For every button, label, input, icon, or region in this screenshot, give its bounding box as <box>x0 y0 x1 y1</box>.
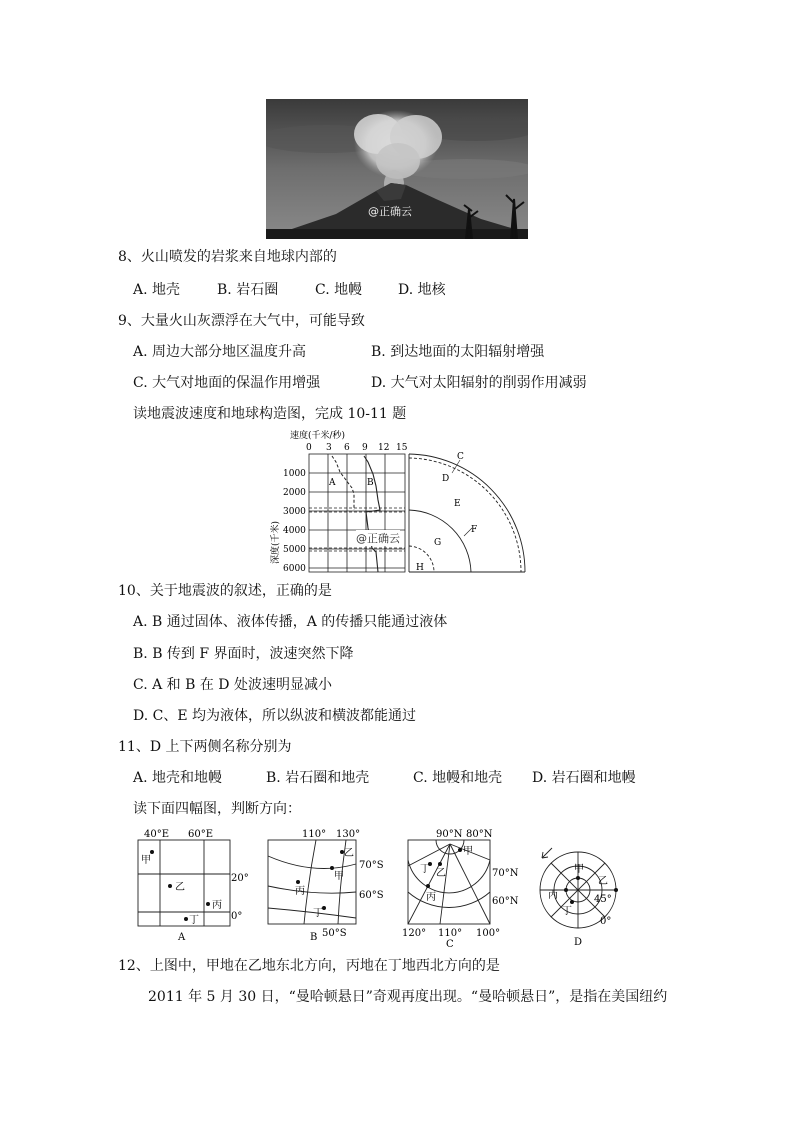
svg-text:40°E: 40°E <box>144 829 170 840</box>
seismic-watermark: @正确云 <box>356 532 400 545</box>
q9-stem: 9、大量火山灰漂浮在大气中，可能导致 <box>118 313 365 329</box>
q12-passage: 2011 年 5 月 30 日，“曼哈顿悬日”奇观再度出现。“曼哈顿悬日”，是指在美国纽约 <box>148 989 668 1005</box>
q9-option-a: A. 周边大部分地区温度升高 <box>133 344 307 360</box>
svg-text:甲: 甲 <box>463 846 473 857</box>
intro-maps: 读下面四幅图，判断方向： <box>133 801 301 817</box>
svg-text:0°: 0° <box>600 916 612 927</box>
wave-a-label: A <box>329 478 336 488</box>
q12-stem: 12、上图中，甲地在乙地东北方向，丙地在丁地西北方向的是 <box>118 958 500 974</box>
svg-text:60°E: 60°E <box>188 829 214 840</box>
map-d <box>534 826 626 948</box>
svg-text:12: 12 <box>378 443 390 453</box>
svg-text:20°: 20° <box>231 873 249 884</box>
svg-text:甲: 甲 <box>141 855 151 866</box>
map-c <box>400 826 528 948</box>
svg-text:60°S: 60°S <box>359 890 384 901</box>
svg-text:3000: 3000 <box>283 507 306 517</box>
svg-text:丁: 丁 <box>562 906 572 917</box>
svg-text:丁: 丁 <box>420 864 430 875</box>
q11-option-d: D. 岩石圈和地幔 <box>532 770 636 786</box>
svg-text:0: 0 <box>306 443 312 453</box>
svg-text:110°: 110° <box>438 928 463 939</box>
q11-option-c: C. 地幔和地壳 <box>413 770 503 786</box>
svg-text:丙: 丙 <box>295 886 305 897</box>
wave-b-label: B <box>367 478 374 488</box>
svg-text:90°N: 90°N <box>436 829 463 840</box>
depth-axis-label: 深度(千米) <box>271 520 281 564</box>
layer-d: D <box>442 474 450 484</box>
svg-text:丁: 丁 <box>189 915 199 926</box>
q9-option-d: D. 大气对太阳辐射的削弱作用减弱 <box>371 375 587 391</box>
svg-text:6000: 6000 <box>283 564 306 574</box>
svg-text:乙: 乙 <box>175 882 185 893</box>
photo-watermark: @正确云 <box>368 205 412 218</box>
svg-text:甲: 甲 <box>574 864 584 875</box>
svg-text:B: B <box>310 932 318 943</box>
q8-option-c: C. 地幔 <box>315 282 363 298</box>
q11-option-a: A. 地壳和地幔 <box>133 770 223 786</box>
svg-text:70°N: 70°N <box>492 868 519 879</box>
q10-option-b: B. B 传到 F 界面时，波速突然下降 <box>133 646 354 662</box>
q11-stem: 11、D 上下两侧名称分别为 <box>118 739 292 755</box>
svg-text:乙: 乙 <box>436 868 446 879</box>
q9-option-c: C. 大气对地面的保温作用增强 <box>133 375 321 391</box>
layer-e: E <box>454 499 461 509</box>
svg-text:130°: 130° <box>336 829 361 840</box>
svg-text:9: 9 <box>362 443 368 453</box>
intro-seismic: 读地震波速度和地球构造图，完成 10-11 题 <box>133 406 407 422</box>
svg-text:4000: 4000 <box>283 526 306 536</box>
seismic-figure <box>268 428 528 576</box>
q8-stem: 8、火山喷发的岩浆来自地球内部的 <box>118 249 337 265</box>
q9-option-b: B. 到达地面的太阳辐射增强 <box>371 344 545 360</box>
q11-option-b: B. 岩石圈和地壳 <box>266 770 370 786</box>
svg-text:丙: 丙 <box>548 890 558 901</box>
svg-text:丙: 丙 <box>212 900 222 911</box>
svg-text:60°N: 60°N <box>492 896 519 907</box>
layer-c: C <box>457 452 464 462</box>
svg-text:C: C <box>446 939 454 948</box>
q8-option-a: A. 地壳 <box>133 282 181 298</box>
svg-text:甲: 甲 <box>334 871 344 882</box>
speed-axis-label: 速度(千米/秒) <box>290 431 346 441</box>
q10-stem: 10、关于地震波的叙述，正确的是 <box>118 583 332 599</box>
svg-text:50°S: 50°S <box>322 928 347 939</box>
q8-option-d: D. 地核 <box>398 282 446 298</box>
svg-text:乙: 乙 <box>598 876 608 887</box>
svg-text:120°: 120° <box>402 928 427 939</box>
volcano-photo <box>266 99 528 239</box>
svg-text:1000: 1000 <box>283 469 306 479</box>
svg-text:6: 6 <box>344 443 350 453</box>
svg-text:15: 15 <box>396 443 408 453</box>
q10-option-d: D. C、E 均为液体，所以纵波和横波都能通过 <box>133 708 417 724</box>
svg-text:丙: 丙 <box>426 892 436 903</box>
svg-text:2000: 2000 <box>283 488 306 498</box>
svg-text:0°: 0° <box>231 911 243 922</box>
svg-text:丁: 丁 <box>313 908 323 919</box>
layer-g: G <box>434 538 442 548</box>
svg-text:45°: 45° <box>594 894 612 905</box>
map-a <box>130 826 256 946</box>
svg-text:3: 3 <box>326 443 332 453</box>
q10-option-a: A. B 通过固体、液体传播，A 的传播只能通过液体 <box>133 614 448 630</box>
layer-f: F <box>471 525 478 535</box>
q10-option-c: C. A 和 B 在 D 处波速明显减小 <box>133 677 332 693</box>
layer-h: H <box>416 563 424 573</box>
svg-text:D: D <box>574 937 583 948</box>
svg-text:70°S: 70°S <box>359 860 384 871</box>
svg-text:乙: 乙 <box>344 848 354 859</box>
svg-text:110°: 110° <box>302 829 327 840</box>
svg-text:80°N: 80°N <box>466 829 493 840</box>
q8-option-b: B. 岩石圈 <box>217 282 279 298</box>
map-b <box>264 826 394 946</box>
svg-text:100°: 100° <box>476 928 501 939</box>
svg-text:5000: 5000 <box>283 545 306 555</box>
svg-text:A: A <box>178 932 186 943</box>
